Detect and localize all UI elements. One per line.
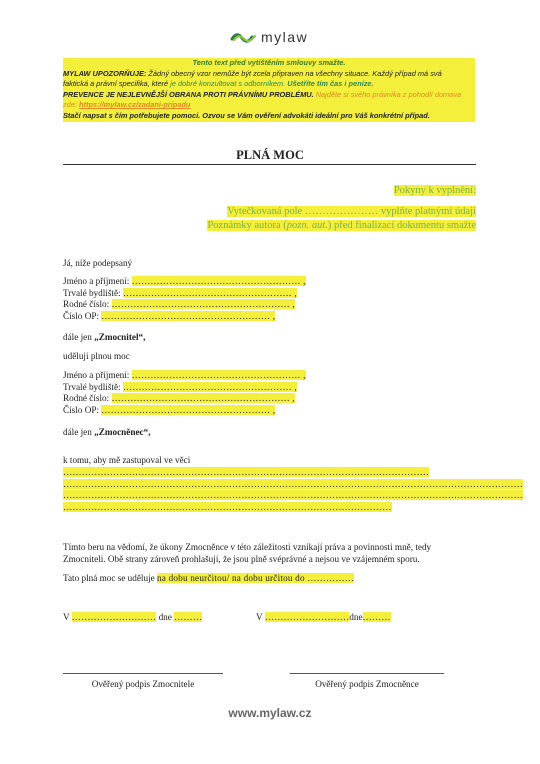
date-right-field[interactable]: ……… [362,612,391,622]
zmocnenec-id-label: Číslo OP: [63,404,99,415]
signature-line-left [63,673,223,674]
place-date-right [256,612,391,624]
signature-label-right: Ověřený podpis Zmocněnce [315,679,419,689]
notice-warn-label: MYLAW UPOZORŇUJE: [63,68,147,78]
notice-warn-text-2a: faktická a právní specifika, které [63,79,171,89]
zmocnitel-birth-label: Rodné číslo: [63,299,110,310]
zmocnenec-birth-label: Rodné číslo: [63,393,110,404]
matter-line-1[interactable]: ……………………………………………………………………………………………………… [63,467,430,477]
notice-link[interactable]: https://mylaw.cz/zadani-pripadu [79,100,191,110]
zmocnitel-intro: Já, níže podepsaný [63,258,133,268]
notice-header: Tento text před vytištěním smlouvy smažte. [192,58,346,67]
zmocnitel-address-label: Trvalé bydliště: [63,287,121,298]
notice-warn-text-2b: je dobré konzultovat s odborníkem. [170,79,286,89]
zmocnitel-id-field[interactable]: ……………………………………………… , [101,310,276,321]
zmocnenec-definition [63,427,151,439]
footer-website[interactable]: www.mylaw.cz [228,706,312,720]
instructions-line-2a: Poznámky autora ( [207,220,287,231]
instructions-line-1: Vytečkovaná pole ………………… vyplňte platnými údaji [227,206,476,217]
zmocnitel-definition [63,332,145,344]
mylaw-logo-icon [230,28,258,46]
notice-prevention-text: Najděte si svého právníka z pohodlí domova [313,89,462,99]
instructions-box [207,184,476,233]
date-left-field[interactable]: ……… [174,612,203,622]
instructions-line-2c: ) před finalizací dokumentu smažte [327,220,476,231]
statement-line-2: Zmocniteli. Obě strany zároveň prohlašují, že jsou plně svéprávné a nejsou ve vzájemném sporu. [63,553,420,564]
zmocnenec-dale-name: „Zmocněnec“, [94,427,151,437]
matter-lines [63,467,523,513]
signature-label-left: Ověřený podpis Zmocnitele [91,679,195,689]
notice-block [63,58,475,122]
logo-wordmark: mylaw [261,29,309,45]
matter-line-3[interactable]: ………………………………………………………………………………………………………………………………… [63,490,523,501]
signature-line-right [290,673,444,674]
zmocnenec-dale-prefix: dále jen [63,427,95,437]
page-title: PLNÁ MOC [236,148,304,162]
duration-field[interactable]: na dobu neurčitou/ na dobu určitou do …………… [157,573,355,583]
place-right-field[interactable]: ……………………… [264,612,350,622]
notice-prevention-text-2: zde: [63,100,80,110]
duration-prefix: Tato plná moc se uděluje [63,573,158,583]
zmocnitel-birth-field[interactable]: ………………………………………………… , [111,299,295,310]
zmocnenec-name-field[interactable]: ……………………………………………… , [131,370,306,380]
zmocnitel-id-label: Číslo OP: [63,310,99,321]
instructions-header: Pokyny k vyplnění: [393,185,476,196]
matter-line-4[interactable]: …………………………………………………………………………………………… [63,501,392,512]
zmocnitel-address-field[interactable]: ……………………………………………… , [122,287,297,298]
zmocnitel-section [63,276,483,322]
zmocnitel-dale-prefix: dále jen [63,332,95,342]
matter-intro: k tomu, aby mě zastupoval ve věci [63,455,191,465]
notice-warn-text: Žádný obecný vzor nemůže být zcela připraven na všechny situace. Každý případ má svá [146,68,442,78]
zmocnenec-birth-field[interactable]: ………………………………………………… , [111,393,295,404]
notice-prevention-label: PREVENCE JE NEJLEVNĚJŠÍ OBRANA PROTI PRÁVNÍMU PROBLÉMU. [63,89,314,99]
place-left-v: V [63,612,72,622]
statement [63,542,483,565]
title-divider [63,164,476,165]
place-left-field[interactable]: ……………………… [71,612,157,622]
zmocnenec-address-label: Trvalé bydliště: [63,381,121,392]
duration [63,573,354,585]
place-right-v: V [256,612,265,622]
zmocnenec-id-field[interactable]: ……………………………………………… , [101,404,276,415]
zmocnenec-name-label: Jméno a příjmení: [63,370,130,380]
statement-line-1: Tímto beru na vědomí, že úkony Zmocněnce v této záležitosti vznikají práva a povinnosti mně, tedy [63,542,432,552]
notice-warn-text-2c: Ušetříte tím čas i peníze. [285,79,374,89]
mylaw-logo [230,28,308,46]
zmocnenec-address-field[interactable]: ……………………………………………… , [122,381,297,392]
zmocnitel-dale-name: „Zmocnitel“, [94,332,146,342]
place-right-dne: dne [349,612,363,622]
notice-last-line: Stačí napsat s čím potřebujete pomoci. Ozvou se Vám ověření advokáti ideální pro Váš konkrétní případ. [63,110,430,120]
grant-text: uděluji plnou moc [63,351,130,361]
zmocnitel-name-field[interactable]: ……………………………………………… , [131,276,306,286]
zmocnitel-name-label: Jméno a příjmení: [63,276,130,286]
instructions-line-2b: pozn. aut. [286,220,328,231]
place-left-dne: dne [156,612,172,622]
matter-line-2[interactable]: ………………………………………………………………………………………………………………………………… [63,478,523,489]
zmocnenec-section [63,370,483,416]
place-date-left [63,612,202,624]
